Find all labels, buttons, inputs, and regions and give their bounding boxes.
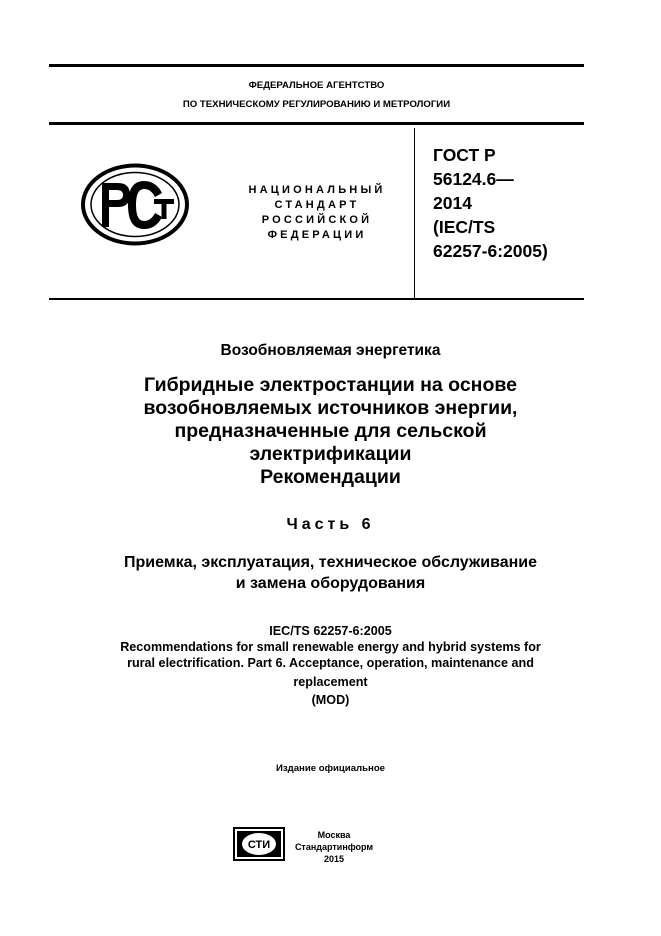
standard-label-line-1: НАЦИОНАЛЬНЫЙ (248, 184, 386, 196)
top-rule (49, 64, 584, 67)
main-title-line-1: Гибридные электростанции на основе (144, 374, 517, 396)
agency-rule (49, 122, 584, 125)
designation-line-5: 62257-6:2005) (433, 241, 548, 261)
designation-line-2: 56124.6— (433, 169, 514, 189)
agency-line-1: ФЕДЕРАЛЬНОЕ АГЕНТСТВО (248, 80, 385, 91)
main-title-line-3: предназначенные для сельской (174, 420, 487, 442)
main-title-line-4: электрификации (249, 443, 412, 465)
standard-label-line-3: РОССИЙСКОЙ (261, 214, 373, 226)
main-title-line-2: возобновляемых источников энергии, (143, 397, 518, 419)
agency-line-2: ПО ТЕХНИЧЕСКОМУ РЕГУЛИРОВАНИЮ И МЕТРОЛОГИИ (182, 99, 451, 110)
publisher-year: 2015 (323, 854, 345, 864)
designation-line-1: ГОСТ Р (433, 145, 496, 165)
subtitle-line-2: и замена оборудования (235, 575, 426, 592)
designation-divider (414, 128, 415, 298)
part-title: Часть 6 (286, 516, 375, 533)
standard-label-line-4: ФЕДЕРАЦИИ (267, 229, 367, 241)
designation-line-3: 2014 (433, 193, 472, 213)
english-title-line-2: rural electrification. Part 6. Acceptance, operation, maintenance and (127, 656, 534, 670)
edition-label: Издание официальное (275, 763, 386, 774)
middle-rule (49, 298, 584, 300)
english-mod: (MOD) (311, 693, 350, 707)
rst-circle-logo-icon (80, 163, 190, 246)
english-title-line-3: replacement (293, 675, 368, 689)
iec-code: IEC/TS 62257-6:2005 (269, 624, 392, 638)
standard-label-line-2: СТАНДАРТ (274, 199, 360, 211)
main-title-line-5: Рекомендации (260, 466, 401, 488)
publisher-name: Стандартинформ (294, 842, 374, 852)
english-title-line-1: Recommendations for small renewable energy and hybrid systems for (120, 640, 541, 654)
svg-text:СТИ: СТИ (247, 839, 271, 851)
designation-line-4: (IEC/TS (433, 217, 496, 237)
topic-title: Возобновляемая энергетика (220, 342, 441, 359)
subtitle-line-1: Приемка, эксплуатация, техническое обслуживание (124, 554, 537, 571)
publisher-city: Москва (317, 830, 351, 840)
standartinform-logo-icon (233, 827, 285, 861)
